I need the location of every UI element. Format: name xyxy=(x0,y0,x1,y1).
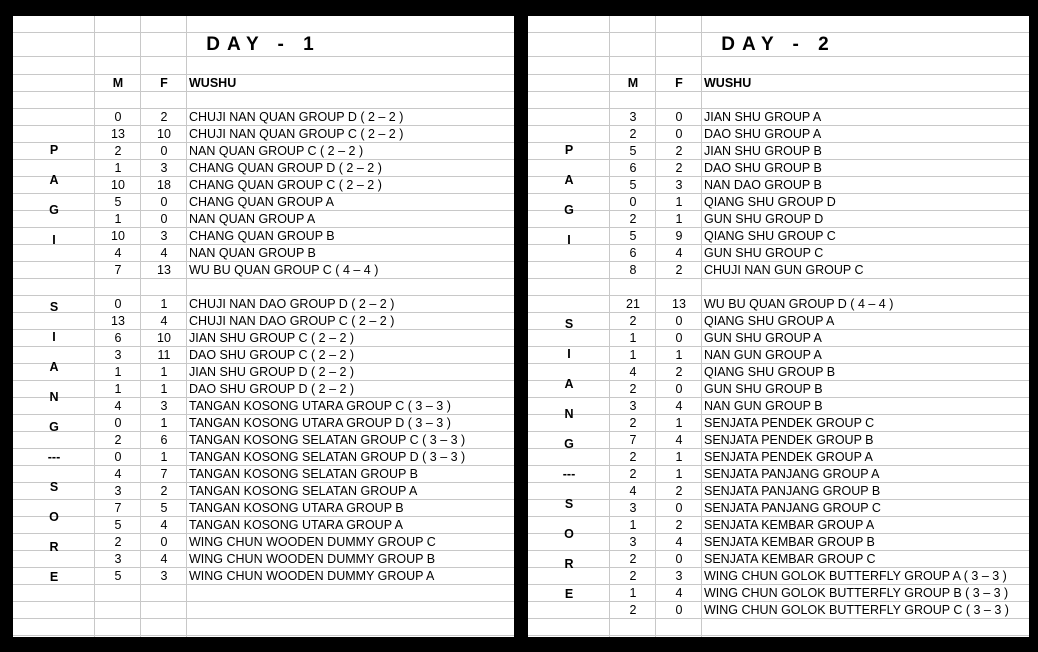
female-count: 10 xyxy=(157,331,171,345)
event-name: TANGAN KOSONG SELATAN GROUP A xyxy=(189,484,418,498)
male-count: 2 xyxy=(629,212,637,226)
table-row xyxy=(528,296,1029,313)
day2-header-row xyxy=(528,75,1029,92)
event-name: TANGAN KOSONG SELATAN GROUP C ( 3 – 3 ) xyxy=(189,433,466,447)
female-count: 2 xyxy=(675,144,683,158)
event-name: SENJATA PENDEK GROUP A xyxy=(704,450,873,464)
event-name: SENJATA PENDEK GROUP B xyxy=(704,433,874,447)
female-count: 0 xyxy=(160,535,168,549)
male-count: 1 xyxy=(629,586,637,600)
female-count: 4 xyxy=(675,586,683,600)
siang-sore-session-letter: E xyxy=(564,587,574,601)
day-2-schedule-sheet xyxy=(528,16,1029,637)
female-count: 2 xyxy=(160,484,168,498)
grid-row xyxy=(13,602,514,619)
male-count: 0 xyxy=(114,416,122,430)
pagi-session-letter: I xyxy=(52,233,56,247)
table-row xyxy=(13,109,514,126)
male-count: 5 xyxy=(114,195,122,209)
table-row xyxy=(13,126,514,143)
male-count: 5 xyxy=(114,518,122,532)
table-row xyxy=(13,262,514,279)
table-row xyxy=(528,126,1029,143)
siang-sore-session-letter: --- xyxy=(47,450,61,464)
female-count: 3 xyxy=(160,569,168,583)
table-row xyxy=(528,245,1029,262)
event-column-header: WUSHU xyxy=(704,76,752,90)
siang-sore-session-letter: S xyxy=(564,497,574,511)
siang-sore-session-letter: E xyxy=(49,570,59,584)
female-count: 18 xyxy=(157,178,171,192)
male-count: 10 xyxy=(111,229,125,243)
pagi-session-letter: G xyxy=(564,203,574,217)
siang-sore-session-letter: S xyxy=(49,480,59,494)
event-name: TANGAN KOSONG UTARA GROUP B xyxy=(189,501,404,515)
female-count: 3 xyxy=(675,178,683,192)
siang-sore-session-letter: G xyxy=(49,420,59,434)
female-count: 2 xyxy=(675,365,683,379)
event-name: GUN SHU GROUP C xyxy=(704,246,824,260)
empty-row xyxy=(13,16,514,33)
event-name: WING CHUN WOODEN DUMMY GROUP A xyxy=(189,569,435,583)
siang-sore-session-letter: O xyxy=(564,527,574,541)
female-count: 2 xyxy=(675,484,683,498)
male-count: 1 xyxy=(114,365,122,379)
event-name: WING CHUN GOLOK BUTTERFLY GROUP B ( 3 – 3 ) xyxy=(704,586,1009,600)
event-name: GUN SHU GROUP D xyxy=(704,212,824,226)
male-count: 3 xyxy=(629,501,637,515)
female-count: 0 xyxy=(675,552,683,566)
female-count: 0 xyxy=(675,331,683,345)
event-name: WING CHUN GOLOK BUTTERFLY GROUP A ( 3 – 3 ) xyxy=(704,569,1007,583)
female-count: 0 xyxy=(675,501,683,515)
female-count: 6 xyxy=(160,433,168,447)
male-count: 7 xyxy=(114,501,122,515)
grid-row xyxy=(13,636,514,637)
event-name: CHUJI NAN DAO GROUP D ( 2 – 2 ) xyxy=(189,297,395,311)
event-name: QIANG SHU GROUP D xyxy=(704,195,836,209)
female-count: 4 xyxy=(160,518,168,532)
event-column-header: WUSHU xyxy=(189,76,237,90)
male-count: 2 xyxy=(629,552,637,566)
female-count: 0 xyxy=(675,110,683,124)
male-count: 2 xyxy=(629,127,637,141)
siang-sore-session-letter: G xyxy=(564,437,574,451)
event-name: DAO SHU GROUP A xyxy=(704,127,822,141)
male-column-header: M xyxy=(627,76,639,90)
event-name: CHUJI NAN DAO GROUP C ( 2 – 2 ) xyxy=(189,314,395,328)
event-name: CHUJI NAN QUAN GROUP D ( 2 – 2 ) xyxy=(189,110,404,124)
event-name: NAN GUN GROUP A xyxy=(704,348,822,362)
male-count: 3 xyxy=(629,399,637,413)
male-count: 5 xyxy=(629,178,637,192)
event-name: CHANG QUAN GROUP C ( 2 – 2 ) xyxy=(189,178,382,192)
pagi-session-letter: P xyxy=(564,143,574,157)
event-name: GUN SHU GROUP A xyxy=(704,331,822,345)
female-count: 2 xyxy=(675,263,683,277)
event-name: SENJATA KEMBAR GROUP C xyxy=(704,552,876,566)
female-count: 4 xyxy=(675,246,683,260)
male-count: 4 xyxy=(114,399,122,413)
event-name: TANGAN KOSONG SELATAN GROUP B xyxy=(189,467,418,481)
day-2-title: DAY - 2 xyxy=(528,33,1029,57)
male-count: 1 xyxy=(114,212,122,226)
female-count: 0 xyxy=(160,212,168,226)
event-name: SENJATA KEMBAR GROUP B xyxy=(704,535,875,549)
male-count: 0 xyxy=(114,297,122,311)
male-count: 13 xyxy=(111,127,125,141)
event-name: JIAN SHU GROUP B xyxy=(704,144,822,158)
event-name: NAN QUAN GROUP C ( 2 – 2 ) xyxy=(189,144,364,158)
male-count: 3 xyxy=(114,552,122,566)
siang-sore-session-letter: A xyxy=(564,377,574,391)
event-name: TANGAN KOSONG UTARA GROUP D ( 3 – 3 ) xyxy=(189,416,451,430)
female-count: 13 xyxy=(157,263,171,277)
grid-row xyxy=(528,636,1029,637)
siang-sore-session-letter: I xyxy=(567,347,571,361)
pagi-session-letter: G xyxy=(49,203,59,217)
event-name: QIANG SHU GROUP B xyxy=(704,365,836,379)
event-name: CHANG QUAN GROUP D ( 2 – 2 ) xyxy=(189,161,382,175)
event-name: NAN DAO GROUP B xyxy=(704,178,822,192)
male-count: 1 xyxy=(629,348,637,362)
female-count: 0 xyxy=(160,144,168,158)
pagi-session-letter: A xyxy=(564,173,574,187)
male-count: 1 xyxy=(629,331,637,345)
grid-row xyxy=(13,92,514,109)
male-count: 2 xyxy=(629,450,637,464)
female-count: 0 xyxy=(160,195,168,209)
female-count: 1 xyxy=(160,382,168,396)
male-count: 1 xyxy=(114,382,122,396)
event-name: CHUJI NAN QUAN GROUP C ( 2 – 2 ) xyxy=(189,127,404,141)
event-name: DAO SHU GROUP B xyxy=(704,161,822,175)
male-count: 2 xyxy=(629,314,637,328)
male-count: 4 xyxy=(629,365,637,379)
event-name: CHANG QUAN GROUP B xyxy=(189,229,335,243)
day-1-schedule-sheet xyxy=(13,16,514,637)
event-name: SENJATA PANJANG GROUP B xyxy=(704,484,881,498)
female-count: 11 xyxy=(157,348,171,362)
female-count: 10 xyxy=(157,127,171,141)
event-name: WING CHUN WOODEN DUMMY GROUP B xyxy=(189,552,436,566)
female-count: 4 xyxy=(675,399,683,413)
female-count: 7 xyxy=(160,467,168,481)
female-count: 3 xyxy=(160,229,168,243)
siang-sore-session-letter: R xyxy=(49,540,59,554)
female-count: 0 xyxy=(675,382,683,396)
female-count: 4 xyxy=(160,552,168,566)
female-count: 9 xyxy=(675,229,683,243)
female-count: 5 xyxy=(160,501,168,515)
male-count: 5 xyxy=(114,569,122,583)
event-name: DAO SHU GROUP C ( 2 – 2 ) xyxy=(189,348,355,362)
female-count: 1 xyxy=(160,416,168,430)
event-name: DAO SHU GROUP D ( 2 – 2 ) xyxy=(189,382,355,396)
empty-row xyxy=(528,16,1029,33)
event-name: TANGAN KOSONG UTARA GROUP C ( 3 – 3 ) xyxy=(189,399,451,413)
male-count: 7 xyxy=(629,433,637,447)
male-count: 0 xyxy=(629,195,637,209)
grid-row xyxy=(528,279,1029,296)
female-count: 0 xyxy=(675,127,683,141)
male-count: 6 xyxy=(629,246,637,260)
siang-sore-session-letter: I xyxy=(52,330,56,344)
female-count: 1 xyxy=(675,212,683,226)
table-row xyxy=(13,432,514,449)
table-row xyxy=(13,313,514,330)
event-name: WU BU QUAN GROUP C ( 4 – 4 ) xyxy=(189,263,379,277)
male-count: 2 xyxy=(114,535,122,549)
grid-row xyxy=(528,619,1029,636)
female-count: 2 xyxy=(675,518,683,532)
siang-sore-session-letter: O xyxy=(49,510,59,524)
male-count: 4 xyxy=(629,484,637,498)
table-row xyxy=(528,262,1029,279)
female-count: 4 xyxy=(160,314,168,328)
male-count: 2 xyxy=(629,467,637,481)
table-row xyxy=(13,245,514,262)
grid-row xyxy=(13,619,514,636)
table-row xyxy=(528,109,1029,126)
female-count: 2 xyxy=(160,110,168,124)
pagi-session-letter: P xyxy=(49,143,59,157)
female-count: 4 xyxy=(675,535,683,549)
female-count: 4 xyxy=(160,246,168,260)
female-count: 0 xyxy=(675,314,683,328)
male-count: 3 xyxy=(629,535,637,549)
event-name: CHUJI NAN GUN GROUP C xyxy=(704,263,864,277)
female-count: 1 xyxy=(675,467,683,481)
male-count: 1 xyxy=(114,161,122,175)
event-name: NAN GUN GROUP B xyxy=(704,399,823,413)
male-count: 1 xyxy=(629,518,637,532)
male-count: 4 xyxy=(114,467,122,481)
event-name: WING CHUN GOLOK BUTTERFLY GROUP C ( 3 – 3 ) xyxy=(704,603,1009,617)
siang-sore-session-letter: --- xyxy=(562,467,576,481)
event-name: QIANG SHU GROUP A xyxy=(704,314,835,328)
event-name: JIAN SHU GROUP D ( 2 – 2 ) xyxy=(189,365,355,379)
male-count: 3 xyxy=(114,484,122,498)
female-count: 1 xyxy=(675,348,683,362)
male-count: 3 xyxy=(114,348,122,362)
male-count: 6 xyxy=(114,331,122,345)
event-name: NAN QUAN GROUP B xyxy=(189,246,316,260)
female-count: 2 xyxy=(675,161,683,175)
male-count: 8 xyxy=(629,263,637,277)
event-name: JIAN SHU GROUP C ( 2 – 2 ) xyxy=(189,331,355,345)
female-count: 13 xyxy=(672,297,686,311)
male-count: 2 xyxy=(629,603,637,617)
table-row xyxy=(528,449,1029,466)
male-count: 4 xyxy=(114,246,122,260)
pagi-session-letter: A xyxy=(49,173,59,187)
grid-row xyxy=(528,92,1029,109)
event-name: SENJATA PENDEK GROUP C xyxy=(704,416,875,430)
female-count: 1 xyxy=(160,450,168,464)
event-name: TANGAN KOSONG UTARA GROUP A xyxy=(189,518,403,532)
male-count: 10 xyxy=(111,178,125,192)
male-count: 2 xyxy=(629,382,637,396)
male-count: 2 xyxy=(114,433,122,447)
siang-sore-session-letter: N xyxy=(49,390,59,404)
female-column-header: F xyxy=(160,76,168,90)
male-count: 2 xyxy=(629,569,637,583)
event-name: WING CHUN WOODEN DUMMY GROUP C xyxy=(189,535,436,549)
male-count: 2 xyxy=(629,416,637,430)
event-name: NAN QUAN GROUP A xyxy=(189,212,316,226)
siang-sore-session-letter: A xyxy=(49,360,59,374)
male-count: 5 xyxy=(629,144,637,158)
male-count: 3 xyxy=(629,110,637,124)
female-count: 3 xyxy=(160,399,168,413)
event-name: SENJATA KEMBAR GROUP A xyxy=(704,518,875,532)
event-name: CHANG QUAN GROUP A xyxy=(189,195,334,209)
event-name: GUN SHU GROUP B xyxy=(704,382,823,396)
female-count: 3 xyxy=(675,569,683,583)
male-count: 7 xyxy=(114,263,122,277)
event-name: JIAN SHU GROUP A xyxy=(704,110,822,124)
female-count: 4 xyxy=(675,433,683,447)
female-count: 1 xyxy=(160,365,168,379)
siang-sore-session-letter: R xyxy=(564,557,574,571)
event-name: WU BU QUAN GROUP D ( 4 – 4 ) xyxy=(704,297,894,311)
pagi-session-letter: I xyxy=(567,233,571,247)
male-column-header: M xyxy=(112,76,124,90)
female-count: 3 xyxy=(160,161,168,175)
table-row xyxy=(528,602,1029,619)
table-row xyxy=(528,330,1029,347)
male-count: 0 xyxy=(114,110,122,124)
female-count: 1 xyxy=(675,450,683,464)
male-count: 21 xyxy=(626,297,640,311)
event-name: TANGAN KOSONG SELATAN GROUP D ( 3 – 3 ) xyxy=(189,450,466,464)
female-count: 0 xyxy=(675,603,683,617)
grid-row xyxy=(13,279,514,296)
female-count: 1 xyxy=(675,416,683,430)
siang-sore-session-letter: S xyxy=(49,300,59,314)
event-name: SENJATA PANJANG GROUP C xyxy=(704,501,881,515)
siang-sore-session-letter: N xyxy=(564,407,574,421)
male-count: 6 xyxy=(629,161,637,175)
male-count: 5 xyxy=(629,229,637,243)
male-count: 13 xyxy=(111,314,125,328)
female-count: 1 xyxy=(675,195,683,209)
event-name: SENJATA PANJANG GROUP A xyxy=(704,467,880,481)
male-count: 0 xyxy=(114,450,122,464)
event-name: QIANG SHU GROUP C xyxy=(704,229,836,243)
female-count: 1 xyxy=(160,297,168,311)
female-column-header: F xyxy=(675,76,683,90)
grid-row xyxy=(13,585,514,602)
grid-row xyxy=(528,58,1029,75)
day-1-title: DAY - 1 xyxy=(13,33,514,57)
grid-row xyxy=(13,58,514,75)
male-count: 2 xyxy=(114,144,122,158)
siang-sore-session-letter: S xyxy=(564,317,574,331)
day1-header-row xyxy=(13,75,514,92)
